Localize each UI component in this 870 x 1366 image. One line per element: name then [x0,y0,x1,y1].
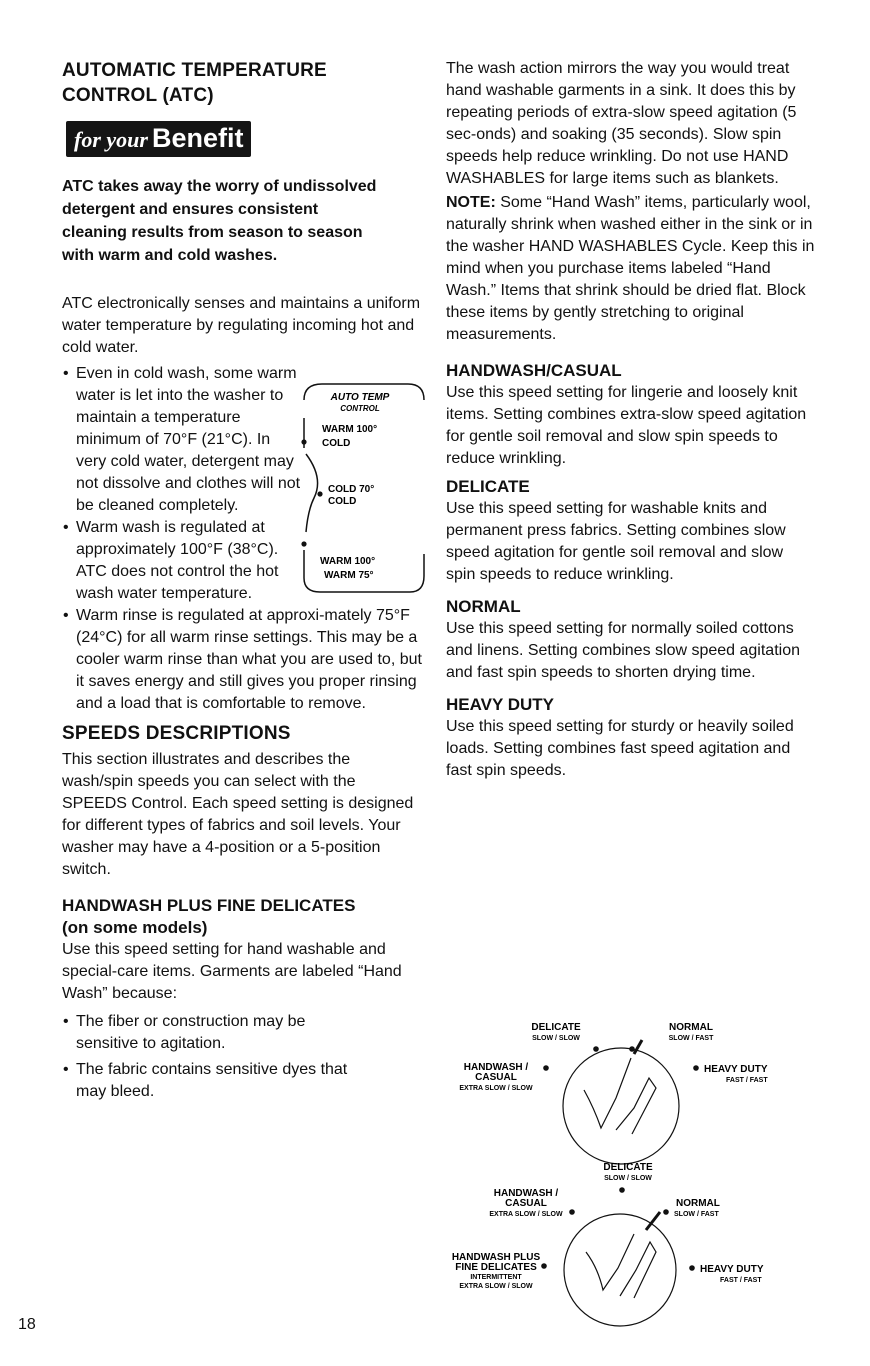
benefit-for-your: for your [74,127,148,152]
atc-setting2-a: COLD 70° [328,484,375,495]
handwash-plus-bullets [62,1011,422,1103]
dial5-heavy-sub: FAST / FAST [720,1277,762,1284]
note-paragraph: NOTE: Some “Hand Wash” items, particularly wool, naturally shrink when washed either in the sink or in the washer HAND WASHABLES Cycle. Keep this in mind when you purchase items labeled “Hand Wash.” Items that shrink should be dried flat. Block these items by gently stretching to original measurements. [446,194,815,343]
for-your-benefit-badge [66,121,251,157]
svg-text:CASUAL: CASUAL [475,1072,517,1083]
atc-bullet-warm-rinse: • Warm rinse is regulated at approxi-mately 75°F (24°C) for all warm rinse settings. This may be a cooler warm rinse than what you are used to, but it saves energy and still gives you proper rinsing and a load that is comfortable to remove. [62,605,422,715]
dial4-handwash-sub: EXTRA SLOW / SLOW [459,1085,533,1092]
benefit-text: ATC takes away the worry of undissolved detergent and ensures consistent cleaning results from season to season with warm and cold washes. [62,178,377,264]
atc-setting3-b: WARM 75° [324,570,374,581]
handwash-plus-title: HANDWASH PLUS FINE DELICATES (on some models) [62,896,356,937]
page-number: 18 [18,1316,36,1333]
benefit-word: Benefit [151,123,244,153]
dial4-knob [563,1048,679,1164]
handwash-casual-text: Use this speed setting for lingerie and loosely knit items. Setting combines extra-slow speed agitation for gentle soil removal and slow spin speeds to reduce wrinkling. [446,384,807,467]
dial5-knob [564,1214,676,1326]
speeds-dial-4-position [456,1018,796,1166]
dial5-handwash-label: HANDWASH / [493,1188,559,1199]
dial5-hwplus-label: HANDWASH PLUS [451,1252,541,1263]
dial5-normal-sub: SLOW / FAST [674,1211,719,1218]
normal-text: Use this speed setting for normally soiled cottons and linens. Setting combines slow speed agitation and fast spin speeds to shorten drying time. [446,620,800,681]
atc-title [62,58,422,108]
atc-setting1-dot [301,439,306,444]
auto-temp-control-diagram [298,378,426,602]
normal-title: NORMAL [446,597,521,616]
heavy-duty-text: Use this speed setting for sturdy or heavily soiled loads. Setting combines fast speed agitation and fast spin speeds. [446,718,794,779]
dial4-normal-sub: SLOW / FAST [668,1035,714,1042]
dial5-delicate-sub: SLOW / SLOW [604,1175,652,1182]
hw-bullet-dyes: • The fabric contains sensitive dyes that may bleed. [62,1059,366,1103]
right-column [446,58,816,782]
atc-diagram-title2: CONTROL [340,404,380,413]
atc-title-line2: CONTROL (ATC) [62,85,214,106]
atc-setting1-b: COLD [322,438,351,449]
hw-bullet-fiber: • The fiber or construction may be sensitive to agitation. [62,1011,366,1055]
atc-intro: ATC electronically senses and maintains a uniform water temperature by regulating incoming hot and cold water. [62,295,421,356]
handwash-plus-text: Use this speed setting for hand washable and special-care items. Garments are labeled “Hand Wash” because: [62,941,402,1002]
atc-diagram-title1: AUTO TEMP [330,392,390,403]
delicate-text: Use this speed setting for washable knits and permanent press fabrics. Setting combines slow speed agitation for gentle soil removal and slow spin speeds to reduce wrinkling. [446,500,786,583]
delicate-title: DELICATE [446,477,530,496]
atc-setting2-b: COLD [328,496,357,507]
atc-setting3-dot [301,541,306,546]
atc-bullet-cold: • Even in cold wash, some warm water is let into the washer to maintain a temperature minimum of 70°F (21°C). In very cold water, detergent may not dissolve and clothes will not be cleaned completely. [62,363,301,517]
dial5-normal-label: NORMAL [676,1198,720,1209]
svg-text:FINE DELICATES: FINE DELICATES [455,1262,537,1273]
dial5-handwash-sub: EXTRA SLOW / SLOW [489,1211,563,1218]
dial4-heavy-label: HEAVY DUTY [704,1064,768,1075]
handwash-casual-title: HANDWASH/CASUAL [446,361,622,380]
atc-setting1-a: WARM 100° [322,424,378,435]
dial4-heavy-sub: FAST / FAST [726,1077,768,1084]
atc-bullet-warm-wash: • Warm wash is regulated at approximately 100°F (38°C). ATC does not control the hot wash water temperature. [62,517,301,605]
note-label: NOTE: [446,194,496,211]
svg-text:INTERMITTENT: INTERMITTENT [470,1274,522,1281]
dial4-delicate-sub: SLOW / SLOW [532,1035,580,1042]
atc-title-line1: AUTOMATIC TEMPERATURE [62,60,327,81]
dial5-heavy-label: HEAVY DUTY [700,1264,764,1275]
speeds-text: This section illustrates and describes the wash/spin speeds you can select with the SPEEDS Control. Each speed setting is designed for different types of fabrics and soil levels. Your washer may have a 4-position or a 5-position switch. [62,751,414,878]
wash-action-text: The wash action mirrors the way you would treat hand washable garments in a sink. It does this by repeating periods of extra-slow speed agitation (5 sec-onds) and soaking (35 seconds). Slow spin speeds help reduce wrinkling. Do not use HAND WASHABLES for large items such as blankets. [446,60,797,187]
heavy-duty-title: HEAVY DUTY [446,695,555,714]
dial5-hwplus-sub: EXTRA SLOW / SLOW [459,1283,533,1290]
dial5-delicate-label: DELICATE [603,1162,653,1173]
dial4-normal-label: NORMAL [669,1022,713,1033]
speeds-title: SPEEDS DESCRIPTIONS [62,723,291,744]
atc-setting2-dot [317,491,322,496]
speeds-dial-5-position [448,1158,808,1330]
dial4-handwash-label: HANDWASH / [463,1062,529,1073]
dial4-delicate-label: DELICATE [531,1022,581,1033]
atc-setting3-a: WARM 100° [320,556,376,567]
svg-text:CASUAL: CASUAL [505,1198,547,1209]
